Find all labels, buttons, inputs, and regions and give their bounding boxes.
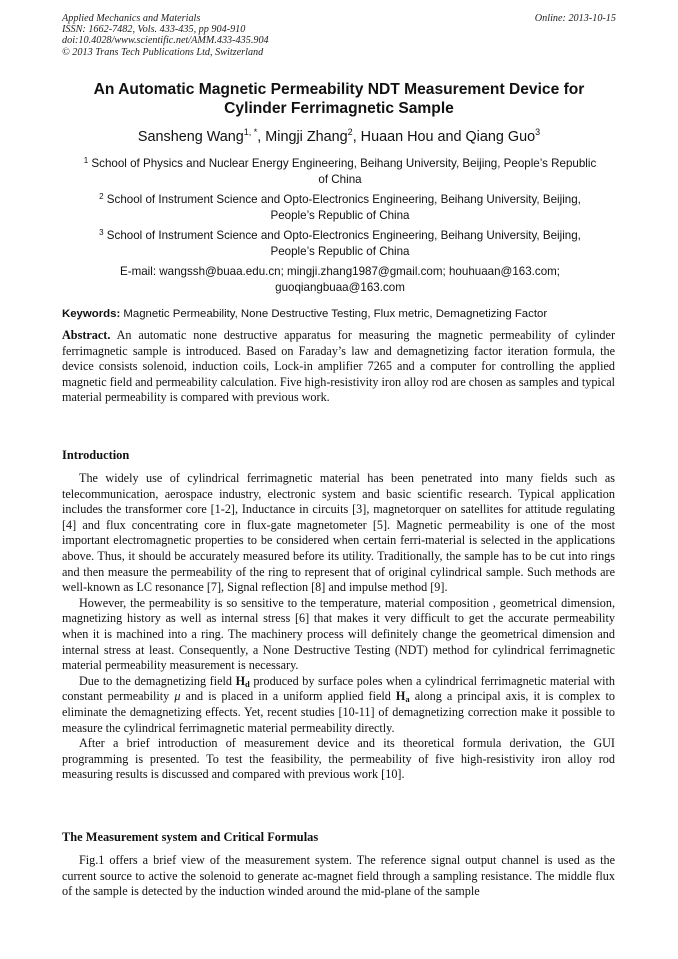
affiliation-3-number: 3	[99, 228, 104, 237]
symbol-ha	[396, 689, 410, 703]
intro-p3-text-a: Due to the demagnetizing field	[79, 673, 236, 688]
introduction-heading: Introduction	[62, 448, 130, 462]
intro-p3-text-c: and is placed in a uniform applied field	[180, 689, 396, 704]
affiliation-1-number: 1	[83, 156, 89, 165]
doi-line: doi:10.4028/www.scientific.net/AMM.433-435.904	[62, 35, 269, 47]
abstract-label: Abstract.	[62, 328, 111, 342]
author-2: , Mingji Zhang	[257, 129, 348, 145]
affiliation-1	[60, 156, 620, 187]
email-line-2: guoqiangbuaa@163.com	[275, 280, 405, 294]
keywords-label: Keywords:	[62, 308, 121, 320]
affiliation-2	[60, 192, 620, 223]
abstract-text: An automatic none destructive apparatus for measuring the magnetic permeability of cylinder ferrimagnetic sample is introduced. Based on Faraday’s law and demagnetizing factor iteration formula, the device consists solenoid, induction coils, Lock-in amplifier 7265 and a computer for controlling the applied magnetic field and permeability calculation. Five high-resistivity iron alloy rod are chosen as samples and typical material permeability is compared with previous work.	[62, 328, 616, 405]
symbol-hd	[236, 674, 250, 688]
symbol-mu: μ	[174, 689, 181, 704]
journal-name: Applied Mechanics and Materials	[62, 13, 201, 24]
keywords-text: Magnetic Permeability, None Destructive Testing, Flux metric, Demagnetizing Factor	[120, 308, 548, 320]
affiliation-3	[60, 228, 620, 259]
intro-p3-text-d: along a principal axis, it is complex to eliminate the demagnetizing effects. Yet, recent studies [10-11] of demagnetizing correction make it possible to measure the cylindrical ferrimagnetic material permeability directly.	[62, 689, 615, 735]
abstract	[62, 328, 615, 406]
symbol-hd-base: H	[235, 673, 246, 688]
section-2-paragraph-1: Fig.1 offers a brief view of the measurement system. The reference signal output channel is used as the current source to active the solenoid to generate ac-magnet field through a sampling resistance. The middle flux of the sample is detected by the induction winded around the mid-plane of the sample	[62, 853, 615, 899]
email-line-1: E-mail: wangssh@buaa.edu.cn; mingji.zhang1987@gmail.com; houhuaan@163.com;	[119, 265, 561, 278]
issn-line: ISSN: 1662-7482, Vols. 433-435, pp 904-910	[62, 24, 246, 36]
intro-paragraph-3	[62, 674, 615, 736]
email-block	[60, 264, 620, 295]
intro-p3-text-b: produced by surface poles when a cylindrical ferrimagnetic material with constant permeability	[62, 673, 615, 704]
keywords	[62, 307, 622, 321]
section-2-body	[62, 853, 615, 900]
symbol-hd-sub: d	[245, 678, 250, 689]
intro-paragraph-4: After a brief introduction of measurement device and its theoretical formula derivation, the GUI programming is presented. To test the feasibility, the permeability of five high-resistivity iron alloy rod measuring results is discussed and compared with previous work [10].	[62, 736, 615, 782]
author-list	[40, 128, 638, 146]
paper-title	[50, 80, 628, 118]
author-4-affil: 3	[535, 127, 541, 137]
introduction-body	[62, 471, 615, 783]
symbol-ha-sub: a	[405, 694, 410, 705]
section-2-heading: The Measurement system and Critical Formulas	[62, 830, 319, 844]
abstract-paragraph	[62, 328, 615, 406]
intro-paragraph-2: However, the permeability is so sensitive to the temperature, material composition , geometrical dimension, magnetizing history as well as internal stress [6] that makes it very difficult to get the accurate permeability when it is machined into a ring. The machinery process will definitely change the geometrical dimension and internal stress at least. Consequently, a None Destructive Testing (NDT) method for cylindrical ferrimagnetic material permeability measurement is necessary.	[62, 595, 615, 673]
author-1: Sansheng Wang	[137, 129, 244, 145]
copyright-line: © 2013 Trans Tech Publications Ltd, Switzerland	[62, 46, 264, 58]
affiliation-1-line-1: School of Physics and Nuclear Energy Engineering, Beihang University, Beijing, People’s Republic	[91, 157, 597, 170]
affiliation-3-line-1: School of Instrument Science and Opto-Electronics Engineering, Beihang University, Beijing,	[106, 229, 581, 242]
affiliation-2-line-1: School of Instrument Science and Opto-Electronics Engineering, Beihang University, Beijing,	[106, 193, 581, 206]
affiliation-2-number: 2	[99, 192, 104, 201]
author-3-4: , Huaan Hou and Qiang Guo	[352, 129, 536, 145]
title-line-2: Cylinder Ferrimagnetic Sample	[224, 100, 454, 117]
symbol-ha-base: H	[395, 689, 406, 704]
affiliation-2-line-2: People’s Republic of China	[270, 208, 410, 222]
intro-paragraph-1: The widely use of cylindrical ferrimagnetic material has been penetrated into many fields such as telecommunication, aerospace industry, electronic system and basic scientific research. Typical application includes the transformer core [1-2], Inductance in circuits [3], magnetorquer on satellites for attitude regulating [4] and flux concentrating core in flux-gate magnetometer [5]. Magnetic permeability is one of the most important electromagnetic properties to be considered when certain ferri-material is selected in the applications above. Thus, it should be accurately measured before its utility. Traditionally, the sample has to be cut into rings and then measure the permeability of the ring to represent that of original cylindrical sample. Such methods are well-known as LC resonance [7], Signal reflection [8] and impulse method [9].	[62, 471, 615, 595]
author-2-affil: 2	[347, 127, 353, 137]
title-line-1: An Automatic Magnetic Permeability NDT Measurement Device for	[93, 81, 585, 98]
author-1-affil: 1, *	[243, 127, 258, 137]
online-date: Online: 2013-10-15	[534, 13, 616, 24]
affiliation-1-line-2: of China	[318, 172, 362, 186]
affiliation-3-line-2: People’s Republic of China	[270, 244, 410, 258]
